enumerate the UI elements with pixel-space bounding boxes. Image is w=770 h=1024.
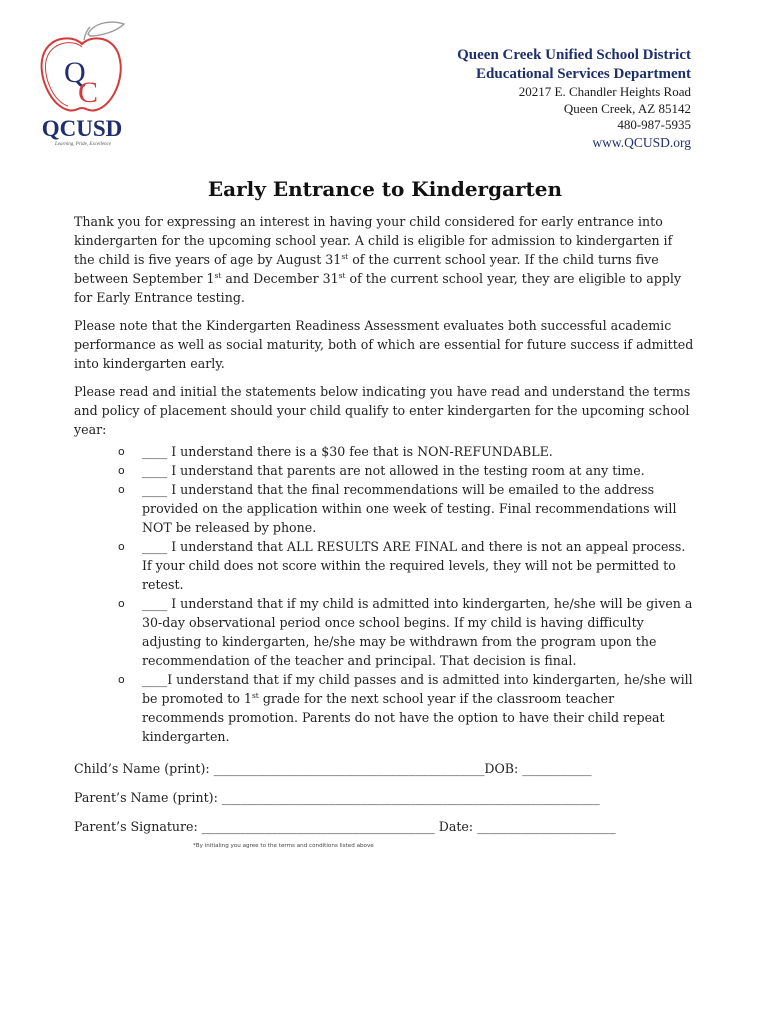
assessment-paragraph: Please note that the Kindergarten Readiness Assessment evaluates both successful academic performance as well as social maturity, both of which are essential for future success if admitted into kindergarten early. xyxy=(74,318,694,371)
footnote: *By initialing you agree to the terms and conditions listed above xyxy=(193,843,374,849)
address-line-2: Queen Creek, AZ 85142 xyxy=(563,100,691,116)
bullet-icon: o xyxy=(118,464,125,477)
statement-item[interactable]: o ____ I understand that ALL RESULTS ARE FINAL and there is not an appeal process. If your child does not score within the required levels, they will not be permitted to retest. xyxy=(118,539,686,592)
district-header xyxy=(457,46,691,151)
logo-name: QCUSD xyxy=(41,116,123,141)
signature-fields xyxy=(74,761,694,848)
bullet-icon: o xyxy=(118,445,125,458)
letter-body xyxy=(74,212,696,746)
address-line-1: 20217 E. Chandler Heights Road xyxy=(518,84,691,99)
logo-tagline: Learning, Pride, Excellence xyxy=(54,142,112,147)
bullet-icon: o xyxy=(118,483,125,496)
svg-text:C: C xyxy=(78,76,99,109)
district-name: Queen Creek Unified School District xyxy=(457,47,691,63)
bullet-icon: o xyxy=(118,540,125,553)
statement-list xyxy=(74,442,696,746)
bullet-icon: o xyxy=(118,673,125,686)
website-link[interactable]: www.QCUSD.org xyxy=(592,134,691,150)
svg-text:Q: Q xyxy=(64,56,86,89)
instructions-paragraph: Please read and initial the statements below indicating you have read and understand the terms and policy of placement should your child qualify to enter kindergarten for the upcoming school year: xyxy=(74,384,691,437)
statement-item[interactable]: o ____ I understand that the final recommendations will be emailed to the address provided on the application within one week of testing. Final recommendations will NOT be released by phone. xyxy=(118,482,677,535)
parent-signature-field[interactable]: Parent’s Signature: _____________________________________ Date: ______________________ xyxy=(74,819,616,834)
district-logo xyxy=(34,18,130,148)
statement-item[interactable]: o ____ I understand that if my child is admitted into kindergarten, he/she will be given a 30-day observational period once school begins. If my child is having difficulty adjusting to kindergarten, he/she may be withdrawn from the program upon the recommendation of the teacher and principal. That decision is final. xyxy=(118,596,693,668)
statement-item[interactable]: o ____ I understand there is a $30 fee that is NON-REFUNDABLE. xyxy=(118,444,553,459)
child-name-field[interactable]: Child’s Name (print): ___________________________________________DOB: ___________ xyxy=(74,761,592,776)
bullet-icon: o xyxy=(118,597,125,610)
department-name: Educational Services Department xyxy=(476,66,691,82)
phone-number: 480-987-5935 xyxy=(617,117,691,132)
page-title: Early Entrance to Kindergarten xyxy=(207,177,563,201)
apple-logo-icon xyxy=(34,18,130,118)
parent-name-field[interactable]: Parent’s Name (print): ____________________________________________________________ xyxy=(74,790,600,805)
intro-paragraph: Thank you for expressing an interest in having your child considered for early entrance into kindergarten for the upcoming school year. A child is eligible for admission to kindergarten if the child is five years of age by August 31st of the current school year. If the child turns five between September 1st and December 31st of the current school year, they are eligible to apply for Early Entrance testing. xyxy=(74,214,682,305)
statement-item[interactable]: o ____I understand that if my child passes and is admitted into kindergarten, he/she will be promoted to 1st grade for the next school year if the classroom teacher recommends promotion. Parents do not have the option to have their child repeat kindergarten. xyxy=(118,672,693,744)
statement-item[interactable]: o ____ I understand that parents are not allowed in the testing room at any time. xyxy=(118,463,645,478)
